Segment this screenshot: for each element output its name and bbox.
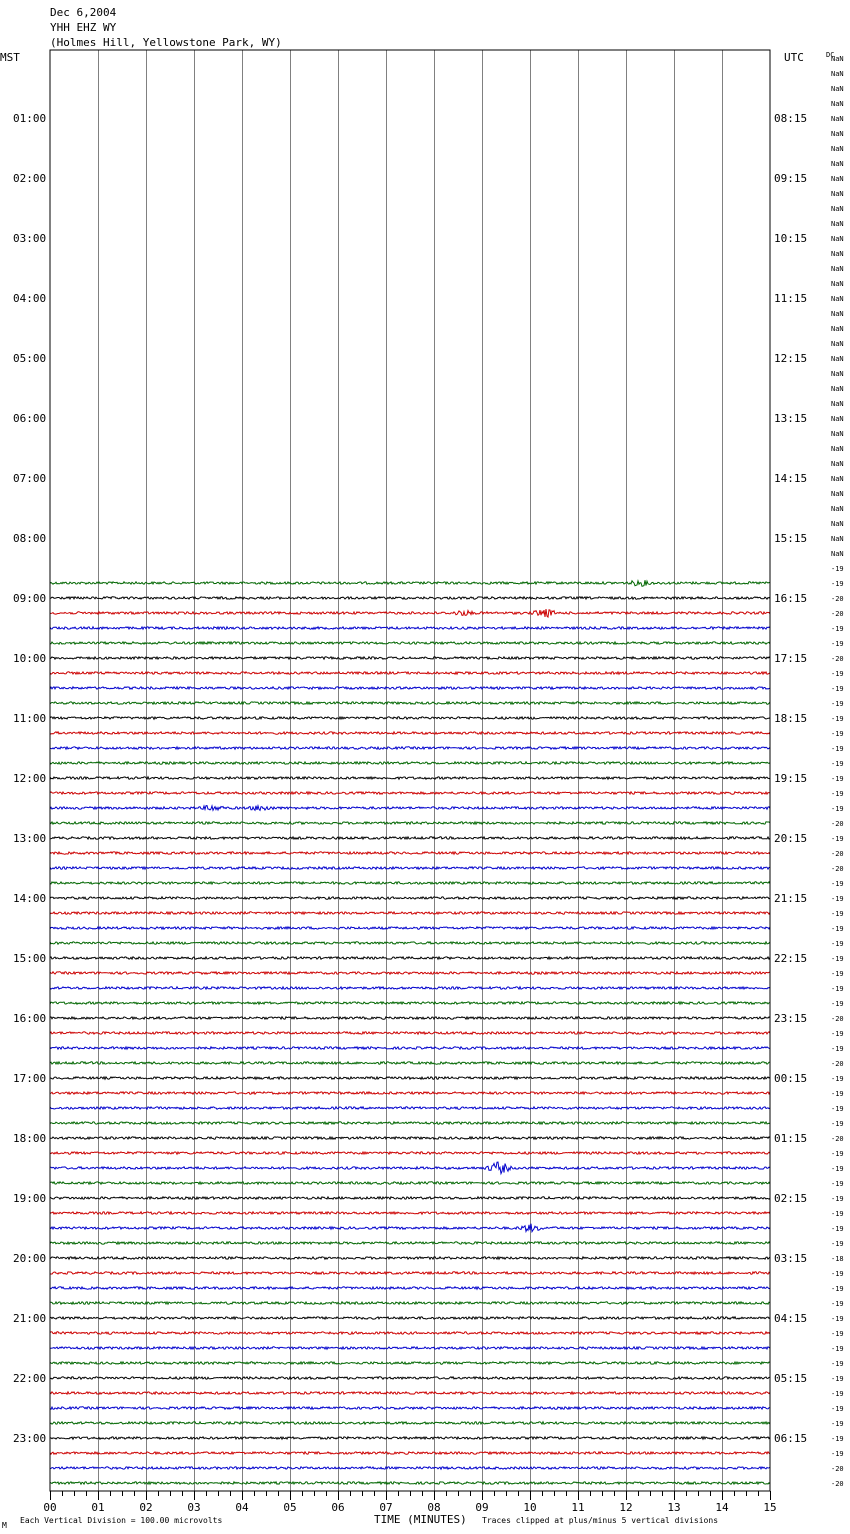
plot-frame: [50, 50, 770, 1491]
dc-offset: -19: [831, 985, 844, 993]
dc-offset: -19: [831, 1045, 844, 1053]
trace-row-red: [50, 972, 770, 974]
trace-row-black: [50, 957, 770, 959]
dc-offset: -20: [831, 1015, 844, 1023]
x-tick-label: 11: [571, 1501, 585, 1514]
dc-offset: NaN: [831, 490, 844, 498]
dc-offset: -19: [831, 775, 844, 783]
x-tick-label: 13: [667, 1501, 681, 1514]
dc-offset: -19: [831, 640, 844, 648]
trace-row-black: [50, 1017, 770, 1019]
dc-offset: -19: [831, 1330, 844, 1338]
footer-left-mark: M: [2, 1521, 7, 1530]
dc-offset: NaN: [831, 160, 844, 168]
trace-row-green: [50, 702, 770, 704]
dc-offset: NaN: [831, 85, 844, 93]
dc-offset: -19: [831, 1405, 844, 1413]
right-hour-label: 16:15: [774, 592, 808, 605]
dc-offset: -19: [831, 565, 844, 573]
dc-offset: -19: [831, 1075, 844, 1083]
dc-offset: -20: [831, 1135, 844, 1143]
dc-offset: NaN: [831, 415, 844, 423]
dc-offset: -19: [831, 580, 844, 588]
trace-row-blue: [50, 687, 770, 689]
dc-offset: NaN: [831, 400, 844, 408]
trace-row-green: [50, 762, 770, 764]
left-hour-label: 23:00: [13, 1432, 47, 1445]
dc-offset: NaN: [831, 55, 844, 63]
x-tick-label: 02: [139, 1501, 153, 1514]
dc-label: DC: [826, 51, 835, 59]
trace-row-black: [50, 1317, 770, 1319]
dc-offset: NaN: [831, 205, 844, 213]
trace-row-green: [50, 1002, 770, 1004]
dc-offset: -19: [831, 1300, 844, 1308]
trace-row-green: [50, 1482, 770, 1484]
left-hour-label: 21:00: [13, 1312, 47, 1325]
dc-offset: NaN: [831, 325, 844, 333]
trace-row-blue: [50, 1467, 770, 1469]
dc-offset: -19: [831, 880, 844, 888]
right-hour-label: 21:15: [774, 892, 808, 905]
dc-offset: NaN: [831, 190, 844, 198]
dc-offset: NaN: [831, 220, 844, 228]
left-hour-label: 02:00: [13, 172, 47, 185]
right-hour-label: 19:15: [774, 772, 808, 785]
dc-offset: NaN: [831, 340, 844, 348]
dc-offset: -19: [831, 1435, 844, 1443]
trace-row-black: [50, 1077, 770, 1079]
left-hour-label: 01:00: [13, 112, 47, 125]
dc-offset: -19: [831, 1090, 844, 1098]
trace-row-blue: [50, 747, 770, 749]
left-hour-label: 08:00: [13, 532, 47, 545]
trace-row-black: [50, 1197, 770, 1199]
trace-row-green: [50, 942, 770, 944]
dc-offset: NaN: [831, 310, 844, 318]
dc-offset: NaN: [831, 265, 844, 273]
trace-row-blue: [50, 1287, 770, 1289]
dc-offset: -19: [831, 1120, 844, 1128]
trace-row-red: [50, 1452, 770, 1454]
grid-layer: [99, 50, 723, 1491]
trace-row-black: [50, 1137, 770, 1139]
dc-offset: -19: [831, 955, 844, 963]
trace-row-blue: [50, 1107, 770, 1109]
dc-offset: NaN: [831, 370, 844, 378]
left-hour-label: 20:00: [13, 1252, 47, 1265]
dc-offset: -19: [831, 1210, 844, 1218]
dc-offset: -19: [831, 1030, 844, 1038]
trace-row-blue: [50, 867, 770, 869]
dc-offset: -19: [831, 835, 844, 843]
right-hour-label: 10:15: [774, 232, 808, 245]
trace-row-green: [50, 1062, 770, 1064]
dc-offset: NaN: [831, 355, 844, 363]
dc-offset: -19: [831, 790, 844, 798]
dc-offset: NaN: [831, 145, 844, 153]
dc-offset: NaN: [831, 115, 844, 123]
footer-scale-note: Each Vertical Division = 100.00 microvolts: [20, 1516, 223, 1525]
dc-offset: -19: [831, 1285, 844, 1293]
dc-offset: NaN: [831, 550, 844, 558]
trace-row-green: [50, 1242, 770, 1244]
dc-offset: -20: [831, 865, 844, 873]
trace-row-blue: [50, 1224, 770, 1232]
dc-offset: -20: [831, 850, 844, 858]
dc-offset: NaN: [831, 280, 844, 288]
dc-offset: -19: [831, 910, 844, 918]
trace-row-black: [50, 1377, 770, 1379]
right-hour-label: 00:15: [774, 1072, 808, 1085]
dc-offset: NaN: [831, 70, 844, 78]
right-hour-label: 13:15: [774, 412, 808, 425]
dc-offset: -19: [831, 970, 844, 978]
trace-row-red: [50, 1092, 770, 1094]
trace-row-red: [50, 1152, 770, 1154]
dc-offset: -19: [831, 1000, 844, 1008]
right-hour-label: 08:15: [774, 112, 808, 125]
left-axis-title: MST: [0, 51, 20, 64]
trace-layer: [50, 580, 770, 1484]
trace-row-black: [50, 657, 770, 659]
dc-offset: -19: [831, 1150, 844, 1158]
dc-offset: -19: [831, 925, 844, 933]
dc-offset: -19: [831, 895, 844, 903]
trace-row-blue: [50, 627, 770, 629]
dc-offset: -19: [831, 1420, 844, 1428]
right-hour-label: 12:15: [774, 352, 808, 365]
dc-offset: -19: [831, 1165, 844, 1173]
left-hour-label: 15:00: [13, 952, 47, 965]
dc-offset: -20: [831, 655, 844, 663]
right-hour-label: 22:15: [774, 952, 808, 965]
x-axis: [43, 1491, 776, 1514]
left-hour-label: 06:00: [13, 412, 47, 425]
dc-offset: NaN: [831, 385, 844, 393]
header-date: Dec 6,2004: [50, 6, 117, 19]
trace-row-green: [50, 1302, 770, 1304]
dc-offset: -19: [831, 1240, 844, 1248]
dc-offset: NaN: [831, 295, 844, 303]
x-tick-label: 10: [523, 1501, 537, 1514]
dc-offset: -19: [831, 745, 844, 753]
right-hour-label: 20:15: [774, 832, 808, 845]
dc-layer: [831, 55, 844, 1488]
dc-offset: -19: [831, 1225, 844, 1233]
left-hour-label: 18:00: [13, 1132, 47, 1145]
left-hour-label: 10:00: [13, 652, 47, 665]
left-hour-label: 09:00: [13, 592, 47, 605]
left-hour-label: 12:00: [13, 772, 47, 785]
trace-row-red: [50, 912, 770, 914]
right-hour-label: 17:15: [774, 652, 808, 665]
x-tick-label: 09: [475, 1501, 489, 1514]
footer-clip-note: Traces clipped at plus/minus 5 vertical divisions: [482, 1516, 719, 1525]
x-axis-title: TIME (MINUTES): [374, 1513, 467, 1526]
trace-row-red: [50, 672, 770, 674]
trace-row-green: [50, 1122, 770, 1124]
dc-offset: -19: [831, 1375, 844, 1383]
dc-offset: NaN: [831, 430, 844, 438]
dc-offset: -20: [831, 820, 844, 828]
dc-offset: -19: [831, 1345, 844, 1353]
left-hour-label: 16:00: [13, 1012, 47, 1025]
dc-offset: -20: [831, 595, 844, 603]
trace-row-red: [50, 792, 770, 794]
left-hour-label: 14:00: [13, 892, 47, 905]
dc-offset: -19: [831, 700, 844, 708]
x-tick-label: 06: [331, 1501, 345, 1514]
trace-row-blue: [50, 1407, 770, 1409]
right-hour-label: 05:15: [774, 1372, 808, 1385]
dc-offset: NaN: [831, 130, 844, 138]
trace-row-red: [50, 1272, 770, 1274]
dc-offset: -19: [831, 730, 844, 738]
x-tick-label: 15: [763, 1501, 777, 1514]
dc-offset: -19: [831, 1180, 844, 1188]
right-hour-label: 15:15: [774, 532, 808, 545]
dc-offset: NaN: [831, 250, 844, 258]
dc-offset: -19: [831, 1195, 844, 1203]
trace-row-red: [50, 1392, 770, 1394]
right-hour-label: 02:15: [774, 1192, 808, 1205]
header-location: (Holmes Hill, Yellowstone Park, WY): [50, 36, 282, 49]
right-hour-label: 06:15: [774, 1432, 808, 1445]
trace-row-black: [50, 597, 770, 599]
dc-offset: NaN: [831, 475, 844, 483]
dc-offset: NaN: [831, 505, 844, 513]
header: [50, 6, 282, 49]
trace-row-red: [50, 1332, 770, 1334]
x-tick-label: 05: [283, 1501, 297, 1514]
trace-row-blue: [50, 1347, 770, 1349]
x-tick-label: 12: [619, 1501, 633, 1514]
left-hour-label: 19:00: [13, 1192, 47, 1205]
trace-row-black: [50, 837, 770, 839]
dc-offset: -19: [831, 760, 844, 768]
left-hour-label: 05:00: [13, 352, 47, 365]
trace-row-green: [50, 1422, 770, 1424]
right-axis-title: UTC: [784, 51, 804, 64]
trace-row-blue: [50, 927, 770, 929]
dc-offset: -19: [831, 1360, 844, 1368]
left-hour-label: 11:00: [13, 712, 47, 725]
left-hour-label: 17:00: [13, 1072, 47, 1085]
right-hour-label: 01:15: [774, 1132, 808, 1145]
dc-offset: -20: [831, 1060, 844, 1068]
right-hour-label: 23:15: [774, 1012, 808, 1025]
trace-row-green: [50, 580, 770, 586]
dc-offset: -19: [831, 685, 844, 693]
right-hour-label: 09:15: [774, 172, 808, 185]
dc-offset: -20: [831, 1480, 844, 1488]
dc-offset: NaN: [831, 520, 844, 528]
trace-row-black: [50, 1437, 770, 1439]
trace-row-red: [50, 1212, 770, 1214]
dc-offset: -19: [831, 1270, 844, 1278]
trace-row-black: [50, 717, 770, 719]
right-hour-label: 14:15: [774, 472, 808, 485]
trace-row-blue: [50, 1162, 770, 1174]
dc-offset: -19: [831, 715, 844, 723]
trace-row-blue: [50, 1047, 770, 1049]
left-hour-label: 04:00: [13, 292, 47, 305]
dc-offset: NaN: [831, 535, 844, 543]
dc-offset: -19: [831, 625, 844, 633]
dc-offset: -19: [831, 670, 844, 678]
right-hour-label: 03:15: [774, 1252, 808, 1265]
trace-row-green: [50, 1362, 770, 1364]
trace-row-black: [50, 897, 770, 899]
right-hour-label: 18:15: [774, 712, 808, 725]
x-tick-label: 04: [235, 1501, 249, 1514]
dc-offset: -19: [831, 1390, 844, 1398]
dc-offset: NaN: [831, 100, 844, 108]
left-hour-label: 03:00: [13, 232, 47, 245]
trace-row-blue: [50, 806, 770, 811]
header-station: YHH EHZ WY: [50, 21, 117, 34]
dc-offset: -19: [831, 805, 844, 813]
dc-offset: NaN: [831, 445, 844, 453]
trace-row-green: [50, 1182, 770, 1184]
dc-offset: -20: [831, 1465, 844, 1473]
dc-offset: -19: [831, 940, 844, 948]
dc-offset: -19: [831, 1105, 844, 1113]
x-tick-label: 07: [379, 1501, 393, 1514]
x-tick-label: 00: [43, 1501, 57, 1514]
trace-row-blue: [50, 987, 770, 989]
dc-offset: NaN: [831, 235, 844, 243]
trace-row-red: [50, 732, 770, 734]
trace-row-green: [50, 882, 770, 884]
x-tick-label: 03: [187, 1501, 201, 1514]
x-tick-label: 08: [427, 1501, 441, 1514]
dc-offset: NaN: [831, 175, 844, 183]
left-hour-label: 13:00: [13, 832, 47, 845]
right-hour-label: 04:15: [774, 1312, 808, 1325]
trace-row-red: [50, 1032, 770, 1034]
left-hour-label: 22:00: [13, 1372, 47, 1385]
right-hour-label: 11:15: [774, 292, 808, 305]
trace-row-red: [50, 609, 770, 617]
left-hour-label: 07:00: [13, 472, 47, 485]
dc-offset: -19: [831, 1315, 844, 1323]
dc-offset: NaN: [831, 460, 844, 468]
x-tick-label: 01: [91, 1501, 105, 1514]
trace-row-green: [50, 642, 770, 644]
trace-row-black: [50, 777, 770, 779]
dc-offset: -20: [831, 610, 844, 618]
x-tick-label: 14: [715, 1501, 729, 1514]
dc-offset: -19: [831, 1450, 844, 1458]
trace-row-red: [50, 852, 770, 854]
trace-row-black: [50, 1257, 770, 1259]
dc-offset: -18: [831, 1255, 844, 1263]
trace-row-green: [50, 822, 770, 824]
